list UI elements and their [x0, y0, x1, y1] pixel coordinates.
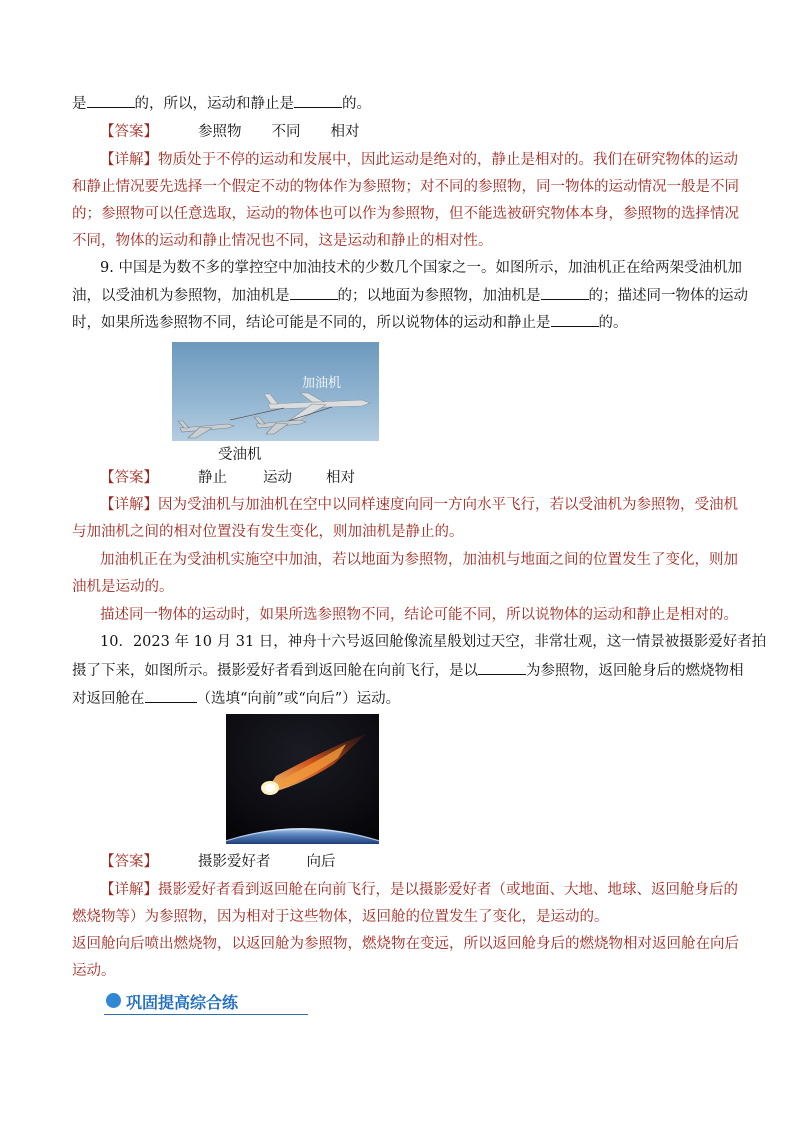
- q9-answer: [100, 468, 355, 488]
- blank: [87, 93, 135, 108]
- section-heading: [104, 990, 308, 1015]
- detail-text: 油机是运动的。: [72, 579, 174, 595]
- text: 对返回舱在: [72, 691, 145, 707]
- answer-label: 【答案】: [100, 124, 158, 140]
- tanker-label: 加油机: [302, 376, 342, 391]
- answer-value: 不同: [271, 124, 301, 140]
- q10-answer: [100, 852, 336, 872]
- detail-text: 加油机正在为受油机实施空中加油，若以地面为参照物，加油机与地面之间的位置发生了变化，则加: [100, 552, 738, 568]
- section-title: 巩固提高综合练: [126, 993, 239, 1012]
- question-line: [72, 688, 400, 709]
- text: （选填“向前”或“向后”）运动。: [196, 691, 401, 707]
- detail-text: 与加油机之间的相对位置没有发生变化，则加油机是静止的。: [72, 524, 464, 540]
- receiver-caption: 受油机: [218, 447, 262, 463]
- detail-text: 燃烧物等）为参照物，因为相对于这些物体，返回舱的位置发生了变化，是运动的。: [72, 909, 609, 925]
- answer-value: 摄影爱好者: [198, 854, 271, 870]
- answer-value: 参照物: [198, 124, 242, 140]
- text: 的；描述同一物体的运动: [588, 288, 748, 304]
- capsule-reentry-photo: [226, 714, 379, 844]
- detail-label: 【详解】: [100, 497, 158, 513]
- text: 的；以地面为参照物，加油机是: [337, 288, 541, 304]
- detail-text: 物质处于不停的运动和发展中，因此运动是绝对的，静止是相对的。我们在研究物体的运动: [158, 152, 738, 168]
- blank: [145, 688, 197, 703]
- question-line: [72, 660, 744, 681]
- answer-value: 向后: [306, 854, 336, 870]
- text: 油，以受油机为参照物，加油机是: [72, 288, 290, 304]
- text: 的。: [342, 96, 371, 112]
- detail-label: 【详解】: [100, 882, 158, 898]
- answer-label: 【答案】: [100, 470, 158, 486]
- blank: [551, 312, 599, 327]
- detail-text: 运动。: [72, 963, 116, 979]
- q10-detail-line: [100, 880, 738, 900]
- text: 摄了下来，如图所示。摄影爱好者看到返回舱在向前飞行，是以: [72, 663, 478, 679]
- answer-value: 相对: [330, 124, 360, 140]
- question-line: [72, 312, 628, 333]
- detail-text: 返回舱向后喷出燃烧物，以返回舱为参照物，燃烧物在变远，所以返回舱身后的燃烧物相对返回舱在向后: [72, 936, 739, 952]
- detail-text: 因为受油机与加油机在空中以同样速度向同一方向水平飞行，若以受油机为参照物，受油机: [158, 497, 738, 513]
- blank: [541, 285, 589, 300]
- question-line: [72, 285, 748, 306]
- answer-label: 【答案】: [100, 854, 158, 870]
- detail-text: 描述同一物体的运动时，如果所选参照物不同，结论可能不同，所以说物体的运动和静止是相对的。: [100, 607, 738, 623]
- detail-text: 不同，物体的运动和静止情况也不同，这是运动和静止的相对性。: [72, 233, 493, 249]
- q8-detail-line: [100, 150, 738, 170]
- blank: [478, 660, 526, 675]
- text: 的，所以，运动和静止是: [134, 96, 294, 112]
- answer-value: 运动: [263, 470, 292, 486]
- detail-text: 和静止情况要先选择一个假定不动的物体作为参照物；对不同的参照物，同一物体的运动情况一般是不同: [72, 179, 739, 195]
- q8-blank-line: [72, 93, 371, 114]
- text: 时，如果所选参照物不同，结论可能是不同的，所以说物体的运动和静止是: [72, 315, 551, 331]
- blank: [290, 285, 338, 300]
- q8-answer: [100, 122, 360, 142]
- answer-value: 相对: [326, 470, 355, 486]
- text: 的。: [598, 315, 628, 331]
- answer-value: 静止: [198, 470, 227, 486]
- blank: [294, 93, 342, 108]
- refuelling-photo: [172, 342, 379, 441]
- detail-text: 的；参照物可以任意选取，运动的物体也可以作为参照物，但不能选被研究物体本身，参照物的选择情况: [72, 206, 739, 222]
- bullet-dot-icon: [106, 993, 121, 1008]
- question-text: 10．2023 年 10 月 31 日，神舟十六号返回舱像流星般划过天空，非常壮观，这一情景被摄影爱好者拍: [100, 634, 767, 650]
- text: 是: [72, 96, 87, 112]
- detail-label: 【详解】: [100, 152, 158, 168]
- text: 为参照物，返回舱身后的燃烧物相: [526, 663, 744, 679]
- question-text: 9. 中国是为数不多的掌控空中加油技术的少数几个国家之一。如图所示，加油机正在给两架受油机加: [100, 260, 742, 276]
- detail-text: 摄影爱好者看到返回舱在向前飞行，是以摄影爱好者（或地面、大地、地球、返回舱身后的: [158, 882, 738, 898]
- q9-detail-line: [100, 495, 738, 515]
